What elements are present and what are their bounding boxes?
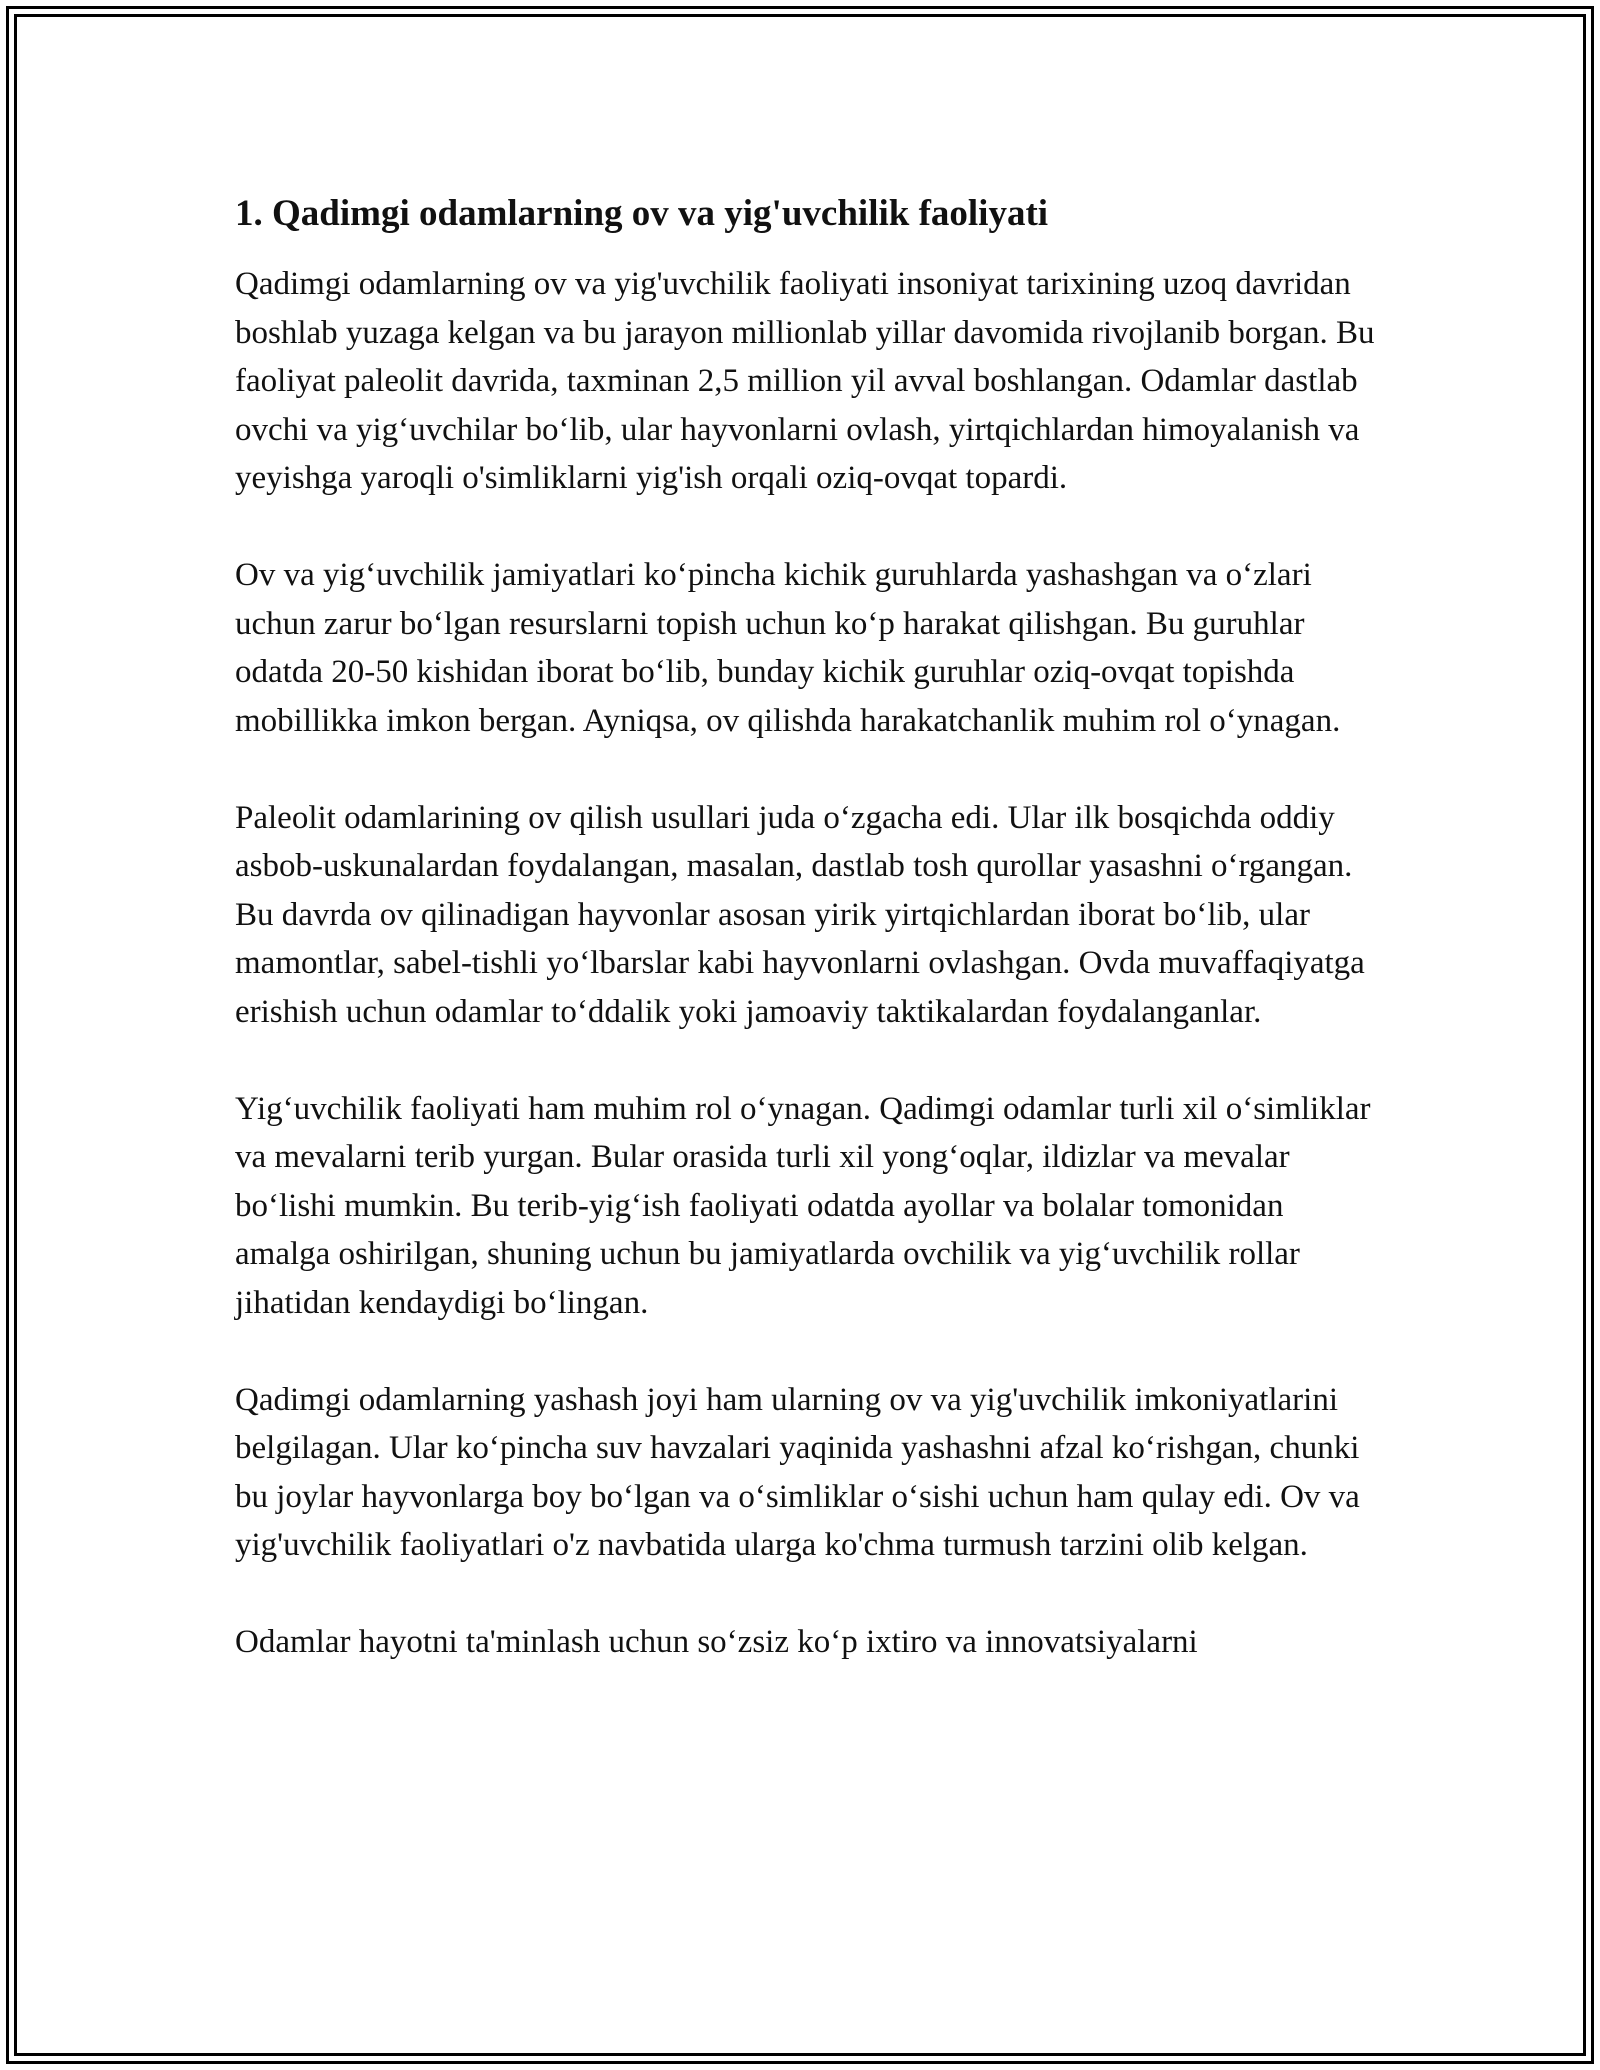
paragraph-2: Ov va yig‘uvchilik jamiyatlari ko‘pincha kichik guruhlarda yashashgan va o‘zlari uchun zarur bo‘lgan resurslarni topish uchun ko‘p harakat qilishgan. Bu guruhlar odatda 20-50 kishidan iborat bo‘lib, bunday kichik guruhlar oziq-ovqat topishda mobillikka imkon bergan. Ayniqsa, ov qilishda harakatchanlik muhim rol o‘ynagan. (235, 557, 1341, 739)
paragraph-3: Paleolit odamlarining ov qilish usullari juda o‘zgacha edi. Ular ilk bosqichda oddiy asbob-uskunalardan foydalangan, masalan, dastlab tosh qurollar yasashni o‘rgangan. Bu davrda ov qilinadigan hayvonlar asosan yirik yirtqichlardan iborat bo‘lib, ular mamontlar, sabel-tishli yo‘lbarslar kabi hayvonlarni ovlashgan. Ovda muvaffaqiyatga erishish uchun odamlar to‘ddalik yoki jamoaviy taktikalardan foydalanganlar. (235, 799, 1365, 1030)
paragraph-1: Qadimgi odamlarning ov va yig'uvchilik faoliyati insoniyat tarixining uzoq davridan boshlab yuzaga kelgan va bu jarayon millionlab yillar davomida rivojlanib borgan. Bu faoliyat paleolit davrida, taxminan 2,5 million yil avval boshlangan. Odamlar dastlab ovchi va yig‘uvchilar bo‘lib, ular hayvonlarni ovlash, yirtqichlardan himoyalanish va yeyishga yaroqli o'simliklarni yig'ish orqali oziq-ovqat topardi. (235, 266, 1375, 496)
paragraph-5: Qadimgi odamlarning yashash joyi ham ularning ov va yig'uvchilik imkoniyatlarini belgilagan. Ular ko‘pincha suv havzalari yaqinida yashashni afzal ko‘rishgan, chunki bu joylar hayvonlarga boy bo‘lgan va o‘simliklar o‘sishi uchun ham qulay edi. Ov va yig'uvchilik faoliyatlari o'z navbatida ularga ko'chma turmush tarzini olib kelgan. (235, 1381, 1360, 1563)
section-heading: 1. Qadimgi odamlarning ov va yig'uvchilik faoliyati (235, 193, 1049, 234)
paragraph-4: Yig‘uvchilik faoliyati ham muhim rol o‘ynagan. Qadimgi odamlar turli xil o‘simliklar va mevalarni terib yurgan. Bular orasida turli xil yong‘oqlar, ildizlar va mevalar bo‘lishi mumkin. Bu terib-yig‘ish faoliyati odatda ayollar va bolalar tomonidan amalga oshirilgan, shuning uchun bu jamiyatlarda ovchilik va yig‘uvchilik rollar jihatidan kendaydigi bo‘lingan. (235, 1090, 1371, 1321)
paragraph-6: Odamlar hayotni ta'minlash uchun so‘zsiz ko‘p ixtiro va innovatsiyalarni (235, 1624, 1198, 1660)
document-body (235, 188, 1375, 1715)
